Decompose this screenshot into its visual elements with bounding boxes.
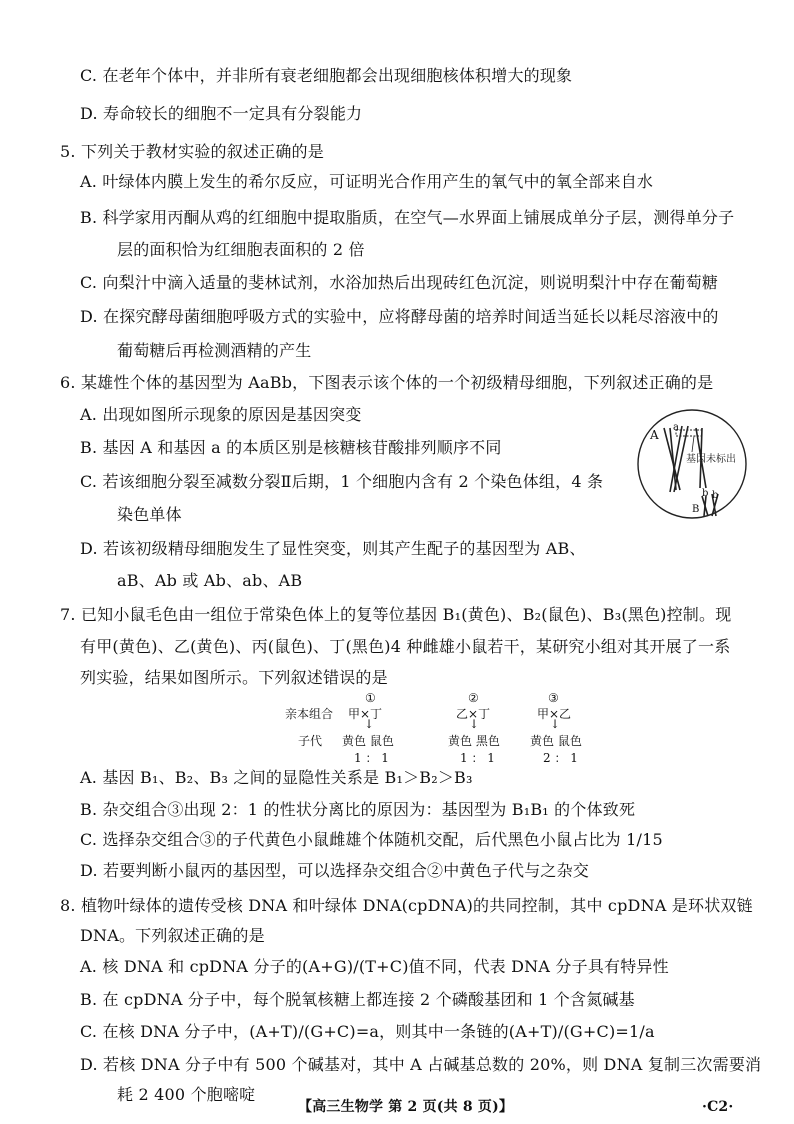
q8-stem-line-1: 8. 植物叶绿体的遗传受核 DNA 和叶绿体 DNA(cpDNA)的共同控制，其中 cpDNA 是环状双链 — [60, 896, 753, 915]
q8-option-d: D. 若核 DNA 分子中有 500 个碱基对，其中 A 占碱基总数的 20%，则 DNA 复制三次需要消 — [80, 1055, 762, 1074]
label-gene-B: B — [692, 504, 700, 515]
q6-option-d-cont: aB、Ab 或 Ab、ab、AB — [117, 571, 303, 590]
q5-option-a: A. 叶绿体内膜上发生的希尔反应，可证明光合作用产生的氧气中的氧全部来自水 — [80, 172, 654, 191]
q7-option-d: D. 若要判断小鼠丙的基因型，可以选择杂交组合②中黄色子代与之杂交 — [80, 861, 590, 880]
cross-2-parents: 乙×丁 — [456, 707, 491, 721]
label-genes-not-shown: 基因未标出 — [686, 454, 736, 465]
q5-option-c: C. 向梨汁中滴入适量的斐林试剂，水浴加热后出现砖红色沉淀，则说明梨汁中存在葡萄糖 — [80, 273, 719, 292]
q8-stem-line-2: DNA。下列叙述正确的是 — [80, 926, 265, 945]
cross-3-arrow: ↓ — [550, 717, 561, 731]
q7-option-c: C. 选择杂交组合③的子代黄色小鼠雌雄个体随机交配，后代黑色小鼠占比为 1/15 — [80, 830, 663, 849]
q5-stem: 5. 下列关于教材实验的叙述正确的是 — [60, 142, 324, 161]
cross-1-parents: 甲×丁 — [348, 707, 383, 721]
page-code: ·C2· — [702, 1099, 734, 1115]
q6-stem: 6. 某雄性个体的基因型为 AaBb，下图表示该个体的一个初级精母细胞，下列叙述正确的是 — [60, 373, 714, 392]
q5-option-d: D. 在探究酵母菌细胞呼吸方式的实验中，应将酵母菌的培养时间适当延长以耗尽溶液中的 — [80, 307, 719, 326]
q7-option-a: A. 基因 B₁、B₂、B₃ 之间的显隐性关系是 B₁＞B₂＞B₃ — [80, 768, 473, 787]
q4-option-c: C. 在老年个体中，并非所有衰老细胞都会出现细胞核体积增大的现象 — [80, 66, 573, 85]
page-footer: 【高三生物学 第 2 页(共 8 页)】 — [298, 1099, 514, 1115]
label-gene-b-2: b — [712, 490, 719, 501]
q8-option-d-cont: 耗 2 400 个胞嘧啶 — [117, 1085, 256, 1104]
note-pointer-line — [692, 436, 694, 452]
primary-spermatocyte-figure — [636, 408, 748, 520]
cross-3-ratio: 2 ： 1 — [543, 751, 578, 765]
q6-option-a: A. 出现如图所示现象的原因是基因突变 — [80, 405, 362, 424]
q5-option-b-cont: 层的面积恰为红细胞表面积的 2 倍 — [117, 240, 365, 259]
cross-2-offspring: 黄色 黑色 — [448, 734, 500, 748]
q7-stem-line-2: 有甲(黄色)、乙(黄色)、丙(鼠色)、丁(黑色)4 种雌雄小鼠若干，某研究小组对其开展了一系 — [80, 637, 731, 656]
label-gene-b-1: b — [702, 488, 709, 499]
cross-3-offspring: 黄色 鼠色 — [530, 734, 582, 748]
q6-option-b: B. 基因 A 和基因 a 的本质区别是核糖核苷酸排列顺序不同 — [80, 438, 502, 457]
cross-1-offspring: 黄色 鼠色 — [342, 734, 394, 748]
q8-option-b: B. 在 cpDNA 分子中，每个脱氧核糖上都连接 2 个磷酸基团和 1 个含氮碱基 — [80, 990, 635, 1009]
cross-offspring-row-label: 子代 — [298, 734, 323, 748]
cross-3-number: ③ — [548, 691, 559, 705]
q8-option-c: C. 在核 DNA 分子中，(A+T)/(G+C)=a，则其中一条链的(A+T)/(G+C)=1/a — [80, 1022, 655, 1041]
q7-stem-line-1: 7. 已知小鼠毛色由一组位于常染色体上的复等位基因 B₁(黄色)、B₂(鼠色)、B₃(黑色)控制。现 — [60, 605, 732, 624]
cross-2-number: ② — [468, 691, 479, 705]
q6-option-c-cont: 染色单体 — [117, 505, 182, 524]
q5-option-d-cont: 葡萄糖后再检测酒精的产生 — [117, 341, 312, 360]
label-gene-A: A — [650, 428, 659, 442]
q7-option-b: B. 杂交组合③出现 2：1 的性状分离比的原因为：基因型为 B₁B₁ 的个体致死 — [80, 800, 636, 819]
q5-option-b: B. 科学家用丙酮从鸡的红细胞中提取脂质，在空气—水界面上铺展成单分子层，测得单分子 — [80, 208, 735, 227]
q8-option-a: A. 核 DNA 和 cpDNA 分子的(A+G)/(T+C)值不同，代表 DNA 分子具有特异性 — [80, 957, 669, 976]
q6-option-d: D. 若该初级精母细胞发生了显性突变，则其产生配子的基因型为 AB、 — [80, 539, 586, 558]
cross-1-arrow: ↓ — [364, 717, 375, 731]
q7-stem-line-3: 列实验，结果如图所示。下列叙述错误的是 — [80, 668, 388, 687]
q6-option-c: C. 若该细胞分裂至减数分裂Ⅱ后期，1 个细胞内含有 2 个染色体组，4 条 — [80, 472, 604, 491]
label-gene-a: a — [673, 422, 679, 433]
cross-3-parents: 甲×乙 — [537, 707, 572, 721]
cross-2-ratio: 1 ： 1 — [460, 751, 495, 765]
cross-1-number: ① — [365, 691, 376, 705]
q4-option-d: D. 寿命较长的细胞不一定具有分裂能力 — [80, 104, 363, 123]
cross-2-arrow: ↓ — [469, 717, 480, 731]
cross-1-ratio: 1 ： 1 — [354, 751, 389, 765]
cross-parent-row-label: 亲本组合 — [285, 707, 334, 721]
